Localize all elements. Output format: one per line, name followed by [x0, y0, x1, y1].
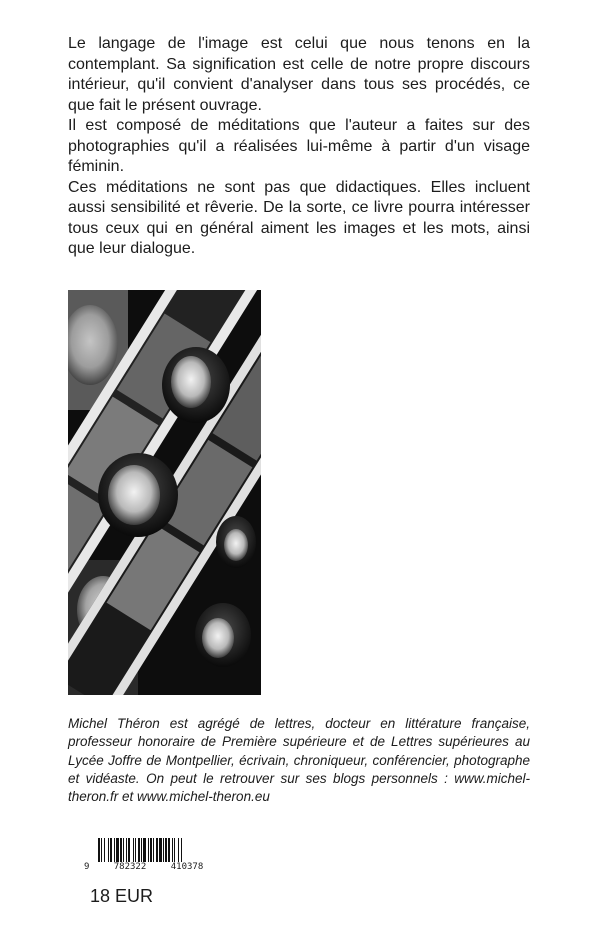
- author-bio-text: Michel Théron est agrégé de lettres, docteur en littérature française, professeur honoraire de Première supérieure et de Lettres supérieures au Lycée Joffre de Montpellier, écrivain, chroniqueur, conférencier, photographe et vidéaste. On peut le retrouver sur ses blogs personnels : www.michel-theron.fr et www.michel-theron.eu: [68, 716, 530, 805]
- barcode-bar: [181, 838, 182, 862]
- blurb-paragraph-2: Il est composé de méditations que l'auteur a faites sur des photographies qu'il a réalisées lui-même à partir d'un visage féminin.: [68, 117, 530, 175]
- barcode-bar: [138, 838, 140, 862]
- barcode-bar: [114, 838, 115, 862]
- barcode-bar: [178, 838, 179, 862]
- film-strip-illustration: [68, 290, 261, 695]
- barcode-bar: [148, 838, 149, 862]
- barcode-digit-left: 9: [84, 862, 96, 872]
- barcode-bar: [104, 838, 105, 862]
- barcode-bar: [120, 838, 122, 862]
- barcode-bar: [156, 838, 158, 862]
- barcode-bar: [98, 838, 100, 862]
- barcode-bar: [141, 838, 142, 862]
- barcode-digits-mid: 782322: [102, 862, 158, 872]
- barcode-bar: [108, 838, 109, 862]
- barcode-bar: [163, 838, 164, 862]
- barcode-bar: [123, 838, 124, 862]
- barcode-bar: [135, 838, 136, 862]
- blurb-paragraph-3: Ces méditations ne sont pas que didactiques. Elles incluent aussi sensibilité et rêverie. De la sorte, ce livre pourra intéresser tous ceux qui en général aiment les images et les mots, ainsi que leur dialogue.: [68, 178, 530, 257]
- barcode-bar: [159, 838, 162, 862]
- barcode-bar: [133, 838, 134, 862]
- film-strip-photograph: [68, 290, 261, 695]
- author-bio: [68, 715, 530, 806]
- barcode-bar: [168, 838, 170, 862]
- barcode-bar: [150, 838, 152, 862]
- barcode-bar: [174, 838, 175, 862]
- back-cover-blurb: [68, 34, 530, 260]
- barcode-bar: [110, 838, 112, 862]
- barcode-bar: [143, 838, 146, 862]
- barcode-bar: [128, 838, 130, 862]
- price-label: 18 EUR: [90, 886, 154, 906]
- barcode-digits-right: 410378: [162, 862, 212, 872]
- barcode-bar: [165, 838, 167, 862]
- barcode-bar: [126, 838, 127, 862]
- barcode-bar: [172, 838, 173, 862]
- barcode-bar: [116, 838, 119, 862]
- barcode-bar: [153, 838, 154, 862]
- isbn-barcode: [84, 838, 214, 874]
- blurb-paragraph-1: Le langage de l'image est celui que nous tenons en la contemplant. Sa signification est celle de notre propre discours intérieur, qu'il convient d'analyser dans tous ses procédés, ce que fait le présent ouvrage.: [68, 35, 530, 114]
- barcode-bar: [101, 838, 102, 862]
